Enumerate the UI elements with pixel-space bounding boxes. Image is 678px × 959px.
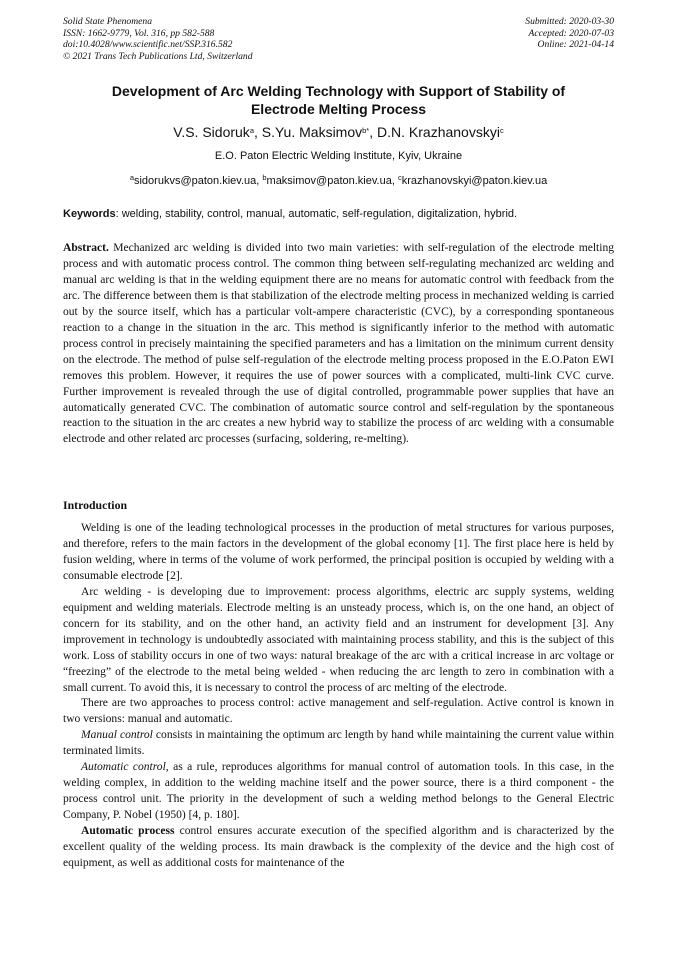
abstract-paragraph bbox=[63, 241, 614, 448]
author-affil-mark: b* bbox=[362, 126, 370, 135]
email-mark: a bbox=[129, 173, 134, 182]
accepted-date: Accepted: 2020-07-03 bbox=[528, 27, 614, 39]
copyright-line: © 2021 Trans Tech Publications Ltd, Switzerland bbox=[63, 50, 253, 62]
email-address[interactable]: krazhanovskyi@paton.kiev.ua bbox=[401, 175, 548, 187]
journal-name: Solid State Phenomena bbox=[63, 16, 152, 27]
author-name: S.Yu. Maksimov bbox=[261, 124, 363, 140]
doi-line: doi:10.4028/www.scientific.net/SSP.316.582 bbox=[63, 39, 233, 51]
intro-paragraph-6-text: control ensures accurate execution of the specified algorithm and is characterized by the excellent quality of the welding process. Its main drawback is the complexity of the device and the high cost of equipment, as well as additional costs for maintenance of the bbox=[63, 825, 615, 870]
email-list bbox=[63, 171, 614, 188]
submitted-date: Submitted: 2020-03-30 bbox=[525, 16, 614, 27]
abstract-label: Abstract. bbox=[63, 242, 109, 254]
keywords bbox=[63, 207, 614, 221]
author-separator: , bbox=[369, 124, 378, 140]
abstract-text: Mechanized arc welding is divided into two main varieties: with self-regulation of the electrode melting process and with automatic process control. The common thing between self-regulating mechanized arc welding and manual arc welding is that in the welding equipment there are no means for automatic control with feedback from the arc. The difference between them is that stabilization of the electrode melting process in mechanized welding is carried out by the source itself, which has a particular volt-ampere characteristic (CVC), by a corresponding spontaneous reaction to a change in the situation in the arc. This method is significantly inferior to the method with automatic process control in precisely maintaining the specified parameters and has a limitation on the minimum current density on the electrode. The method of pulse self-regulation of the electrode melting process proposed in the E.O.Paton EWI removes this problem. However, it requires the use of power sources with a complicated, multi-link CVC curve. Further improvement is revealed through the use of digital controlled, programmable power supplies that have an automatically generated CVC. The combination of automatic source control and self-regulation by the spontaneous reaction to the situation in the arc creates a new hybrid way to stabilize the process of arc welding with a consumable electrode and other related arc processes (surfacing, soldering, re-melting). bbox=[63, 242, 614, 446]
author-name: D.N. Krazhanovskyi bbox=[377, 124, 500, 140]
intro-paragraph-6 bbox=[63, 824, 614, 872]
title-line-2: Electrode Melting Process bbox=[250, 101, 427, 117]
section-heading-introduction: Introduction bbox=[63, 498, 128, 512]
author-list bbox=[63, 122, 614, 141]
author-separator: , bbox=[253, 124, 262, 140]
intro-paragraph-5-text: , as a rule, reproduces algorithms for manual control of automation tools. In this case, in the welding complex, in addition to the welding machine itself and the power source, there is a third component - the process control unit. The priority in the development of such a welding method belongs to the General Electric Company, P. Nobel (1950) [4, p. 180]. bbox=[63, 761, 614, 822]
abstract bbox=[63, 241, 614, 448]
keywords-text: : welding, stability, control, manual, automatic, self-regulation, digitalization, hybrid. bbox=[115, 208, 518, 220]
email-address[interactable]: maksimov@paton.kiev.ua bbox=[266, 175, 392, 187]
author-affil-mark: c bbox=[499, 126, 504, 135]
journal-info bbox=[63, 16, 253, 62]
intro-paragraph-3: There are two approaches to process control: active management and self-regulation. Active control is known in two versions: manual and automatic. bbox=[63, 697, 614, 726]
submission-dates bbox=[525, 16, 614, 51]
term-automatic-process: Automatic process bbox=[81, 825, 175, 838]
term-manual-control: Manual control bbox=[81, 729, 153, 742]
keywords-label: Keywords bbox=[63, 208, 116, 220]
email-mark: c bbox=[397, 173, 402, 182]
email-separator: , bbox=[391, 175, 398, 187]
title-line-1: Development of Arc Welding Technology with Support of Stability of bbox=[111, 83, 566, 99]
author-affil-mark: a bbox=[249, 126, 254, 135]
intro-paragraph-5 bbox=[63, 760, 614, 824]
author-name: V.S. Sidoruk bbox=[173, 124, 250, 140]
issn-line: ISSN: 1662-9779, Vol. 316, pp 582-588 bbox=[63, 27, 215, 39]
intro-paragraph-4 bbox=[63, 728, 614, 760]
email-mark: b bbox=[262, 173, 267, 182]
affiliation: E.O. Paton Electric Welding Institute, Kyiv, Ukraine bbox=[214, 150, 463, 162]
email-separator: , bbox=[256, 175, 263, 187]
online-date: Online: 2021-04-14 bbox=[537, 39, 614, 51]
term-automatic-control: Automatic control bbox=[81, 761, 166, 774]
email-address[interactable]: sidorukvs@paton.kiev.ua bbox=[133, 175, 257, 187]
paper-title bbox=[63, 82, 614, 118]
intro-paragraph-2: Arc welding - is developing due to improvement: process algorithms, electric arc supply systems, welding equipment and welding materials. Electrode melting is an unsteady process, which is, on the one hand, an object of concern for its stability, and on the other hand, an activity field and an instrument for development [3]. Any improvement in technology is undoubtedly associated with maintaining process stability, and this is the subject of this work. Loss of stability occurs in one of two ways: natural breakage of the arc with a critical increase in arc voltage or “freezing” of the electrode to the metal being welded - when reducing the arc length to zero in combination with a small current. To avoid this, it is necessary to control the process of arc melting of the electrode. bbox=[63, 585, 614, 694]
intro-paragraph-4-text: consists in maintaining the optimum arc length by hand while maintaining the current value within terminated limits. bbox=[63, 729, 614, 758]
intro-paragraph-1: Welding is one of the leading technological processes in the production of metal structures for various purposes, and therefore, refers to the main factors in the development of the global economy [1]. The first place here is held by fusion welding, where in terms of the volume of work performed, the principal position is occupied by welding with a consumable electrode [2]. bbox=[63, 522, 614, 582]
introduction-body bbox=[63, 521, 614, 872]
